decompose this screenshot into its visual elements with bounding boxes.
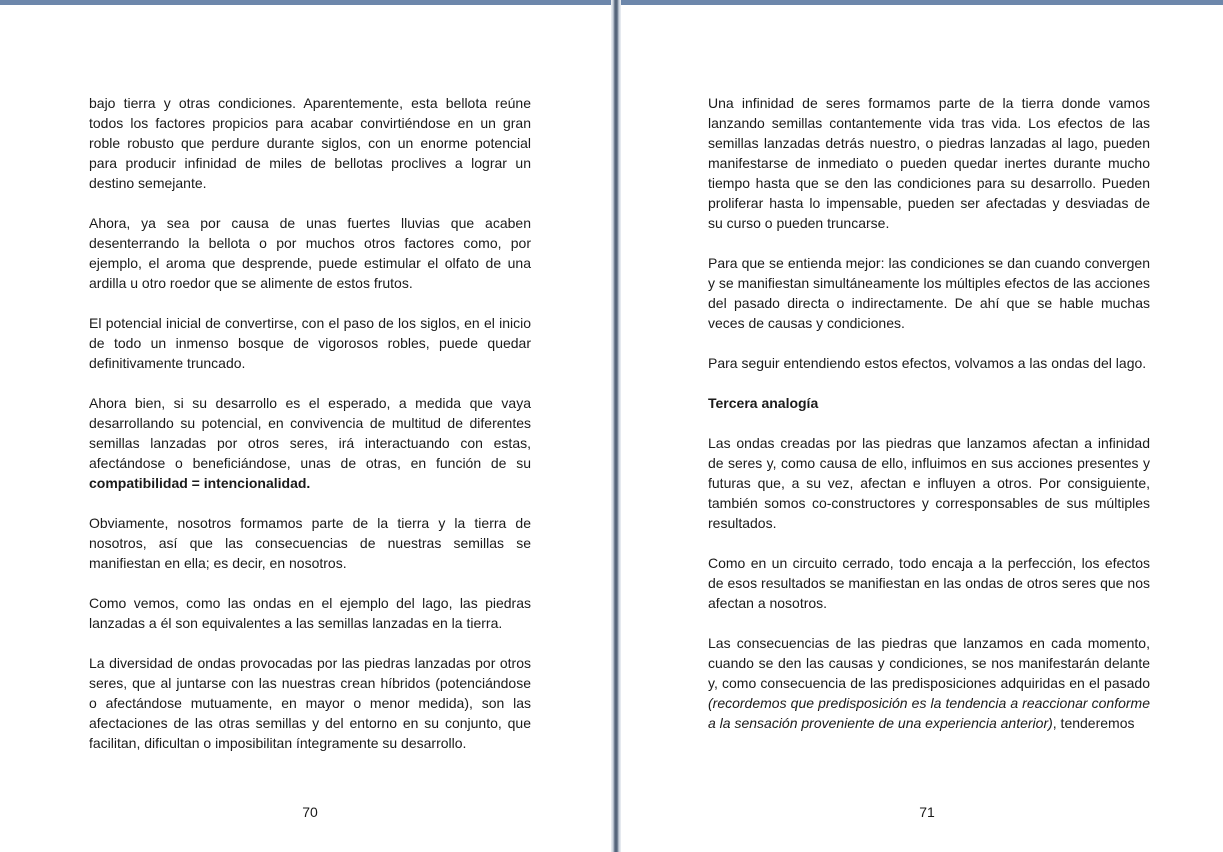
paragraph: La diversidad de ondas provocadas por las piedras lanzadas por otros seres, que al juntarse con las nuestras crean híbridos (potenciándose o afectándose mutuamente, en mayor o menor medida), son las afectaciones de las otras semillas y del entorno en su conjunto, que facilitan, dificultan o imposibilitan íntegramente su desarrollo. — [89, 655, 531, 751]
right-page-body — [708, 93, 1150, 733]
paragraph-compatibilidad — [89, 393, 531, 493]
right-page — [621, 5, 1223, 852]
paragraph: El potencial inicial de convertirse, con el paso de los siglos, en el inicio de todo un inmenso bosque de vigorosos robles, puede quedar definitivamente truncado. — [89, 315, 531, 371]
paragraph: Obviamente, nosotros formamos parte de la tierra y la tierra de nosotros, así que las consecuencias de nuestras semillas se manifiestan en ella; es decir, en nosotros. — [89, 515, 531, 571]
section-heading: Tercera analogía — [708, 395, 819, 411]
page-divider — [611, 0, 621, 852]
page-number: 71 — [919, 804, 935, 820]
paragraph: bajo tierra y otras condiciones. Aparentemente, esta bellota reúne todos los factores propicios para acabar convirtiéndose en un gran roble robusto que perdure durante siglos, con un enorme potencial para producir infinidad de miles de bellotas proclives a lograr un destino semejante. — [89, 95, 531, 191]
paragraph-text: Las consecuencias de las piedras que lanzamos en cada momento, cuando se den las causas y condiciones, se nos manifestarán delante y, como consecuencia de las predisposiciones adquiridas en el pasado — [708, 635, 1150, 691]
paragraph: Como en un circuito cerrado, todo encaja a la perfección, los efectos de esos resultados se manifiestan en las ondas de otros seres que nos afectan a nosotros. — [708, 555, 1150, 611]
paragraph-text: Ahora bien, si su desarrollo es el esperado, a medida que vaya desarrollando su potencial, en convivencia de multitud de diferentes semillas lanzadas por otros seres, irá interactuando con estas, afectándose o beneficiándose, unas de otras, en función de su — [89, 395, 531, 471]
left-page-body — [89, 93, 531, 753]
paragraph: Las ondas creadas por las piedras que lanzamos afectan a infinidad de seres y, como causa de ello, influimos en sus acciones presentes y futuras que, a su vez, afectan e influyen a otros. Por consiguiente, también somos co-constructores y corresponsables de sus múltiples resultados. — [708, 435, 1150, 531]
paragraph: Para seguir entendiendo estos efectos, volvamos a las ondas del lago. — [708, 355, 1147, 371]
paragraph-predisposiciones — [708, 633, 1150, 733]
page-number: 70 — [302, 804, 318, 820]
paragraph: Ahora, ya sea por causa de unas fuertes lluvias que acaben desenterrando la bellota o por muchos otros factores como, por ejemplo, el aroma que desprende, puede estimular el olfato de una ardilla u otro roedor que se alimente de estos frutos. — [89, 215, 531, 291]
paragraph: Una infinidad de seres formamos parte de la tierra donde vamos lanzando semillas contantemente vida tras vida. Los efectos de las semillas lanzadas detrás nuestro, o piedras lanzadas al lago, pueden manifestarse de inmediato o pueden quedar inertes durante mucho tiempo hasta que se den las condiciones para su desarrollo. Pueden proliferar hasta lo impensable, pueden ser afectadas y desviadas de su curso o pueden truncarse. — [708, 95, 1150, 231]
paragraph: Para que se entienda mejor: las condiciones se dan cuando convergen y se manifiestan simultáneamente los múltiples efectos de las acciones del pasado directa o indirectamente. De ahí que se hable muchas veces de causas y condiciones. — [708, 255, 1150, 331]
bold-emphasis: compatibilidad = intencionalidad. — [89, 475, 311, 491]
italic-aside: (recordemos que predisposición es la tendencia a reaccionar conforme a la sensación proveniente de una experiencia anterior) — [708, 695, 1150, 731]
left-page — [0, 5, 611, 852]
paragraph-tail: , tenderemos — [1052, 715, 1135, 731]
paragraph: Como vemos, como las ondas en el ejemplo del lago, las piedras lanzadas a él son equivalentes a las semillas lanzadas en la tierra. — [89, 595, 531, 631]
